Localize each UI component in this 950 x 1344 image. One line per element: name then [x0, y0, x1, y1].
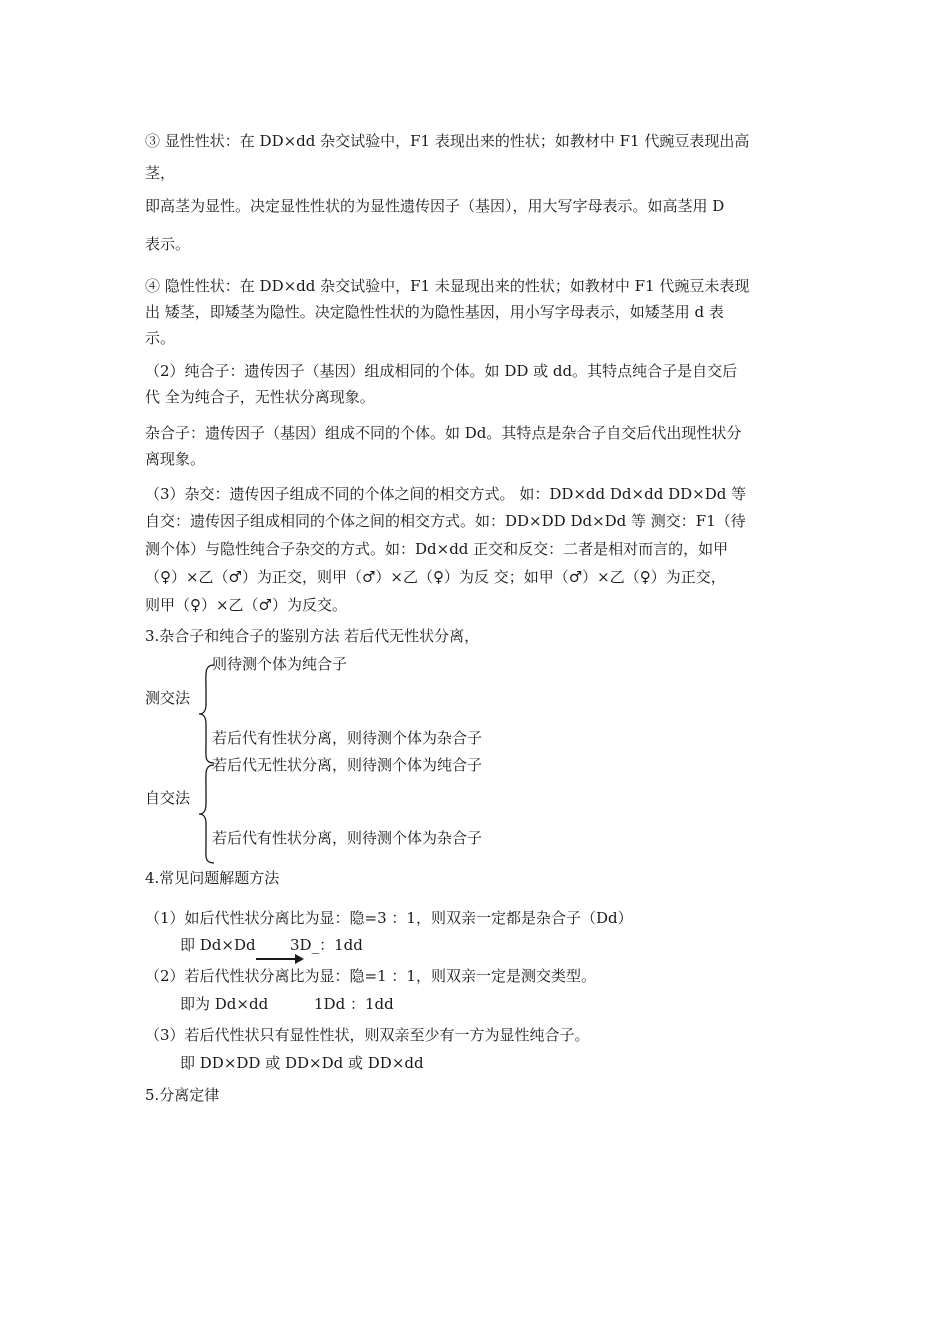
text-line: 茎，: [145, 164, 176, 182]
text-line: 表示。: [145, 235, 191, 253]
text-line: 则甲（♀）×乙（♂）为反交。: [145, 596, 347, 614]
text-line: 杂合子：遗传因子（基因）组成不同的个体。如 Dd。其特点是杂合子自交后代出现性状分: [145, 424, 742, 442]
text-line: （2）纯合子：遗传因子（基因）组成相同的个体。如 DD 或 dd。其特点纯合子是自交后: [145, 362, 738, 380]
text-line: 即高茎为显性。决定显性性状的为显性遗传因子（基因），用大写字母表示。如高茎用 D: [145, 197, 725, 215]
text-line: （3）杂交：遗传因子组成不同的个体之间的相交方式。 如：DD×dd Dd×dd DD×Dd 等: [145, 485, 747, 503]
text-line: ④ 隐性性状：在 DD×dd 杂交试验中，F1 未显现出来的性状；如教材中 F1 代豌豆未表现: [145, 277, 750, 295]
text-line: 代 全为纯合子，无性状分离现象。: [145, 388, 375, 406]
zijiao-bottom-text: 若后代有性状分离，则待测个体为杂合子: [212, 829, 483, 847]
text-line: （2）若后代性状分离比为显：隐=1 ：1，则双亲一定是测交类型。: [145, 967, 596, 985]
text-line: 示。: [145, 329, 176, 347]
text-line: （3）若后代性状只有显性性状，则双亲至少有一方为显性纯合子。: [145, 1026, 590, 1044]
text-line: 离现象。: [145, 450, 206, 468]
zijiao-top-text: 若后代无性状分离，则待测个体为纯合子: [212, 756, 483, 774]
ceshi-bottom-text: 若后代有性状分离，则待测个体为杂合子: [212, 729, 483, 747]
equation-left: 即 Dd×Dd: [180, 936, 256, 954]
text-line: （1）如后代性状分离比为显：隐=3 ：1，则双亲一定都是杂合子（Dd）: [145, 909, 633, 927]
text-line: （♀）×乙（♂）为正交，则甲（♂）×乙（♀）为反 交；如甲（♂）×乙（♀）为正交，: [145, 568, 726, 586]
ceshi-top-text: 则待测个体为纯合子: [212, 655, 348, 673]
equation-right: 1Dd ：1dd: [314, 995, 394, 1013]
curly-brace-icon: [198, 764, 218, 864]
text-line: 测个体）与隐性纯合子杂交的方式。如：Dd×dd 正交和反交：二者是相对而言的，如甲: [145, 540, 729, 558]
section-heading: 5.分离定律: [145, 1086, 220, 1104]
curly-brace-icon: [198, 664, 218, 764]
equation-left: 即为 Dd×dd: [180, 995, 269, 1013]
equation: 即 DD×DD 或 DD×Dd 或 DD×dd: [180, 1054, 424, 1072]
text-line: 出 矮茎，即矮茎为隐性。决定隐性性状的为隐性基因，用小写字母表示，如矮茎用 d 表: [145, 303, 724, 321]
equation-right: 3D_：1dd: [290, 936, 363, 954]
text-line: ③ 显性性状：在 DD×dd 杂交试验中，F1 表现出来的性状；如教材中 F1 代豌豆表现出高: [145, 132, 750, 150]
text-line: 自交：遗传因子组成相同的个体之间的相交方式。如：DD×DD Dd×Dd 等 测交：F1（待: [145, 512, 746, 530]
section-heading: 4.常见问题解题方法: [145, 869, 280, 887]
zijiao-label: 自交法: [145, 789, 191, 807]
text-line: 3.杂合子和纯合子的鉴别方法 若后代无性状分离，: [145, 627, 480, 645]
ceshi-label: 测交法: [145, 689, 191, 707]
